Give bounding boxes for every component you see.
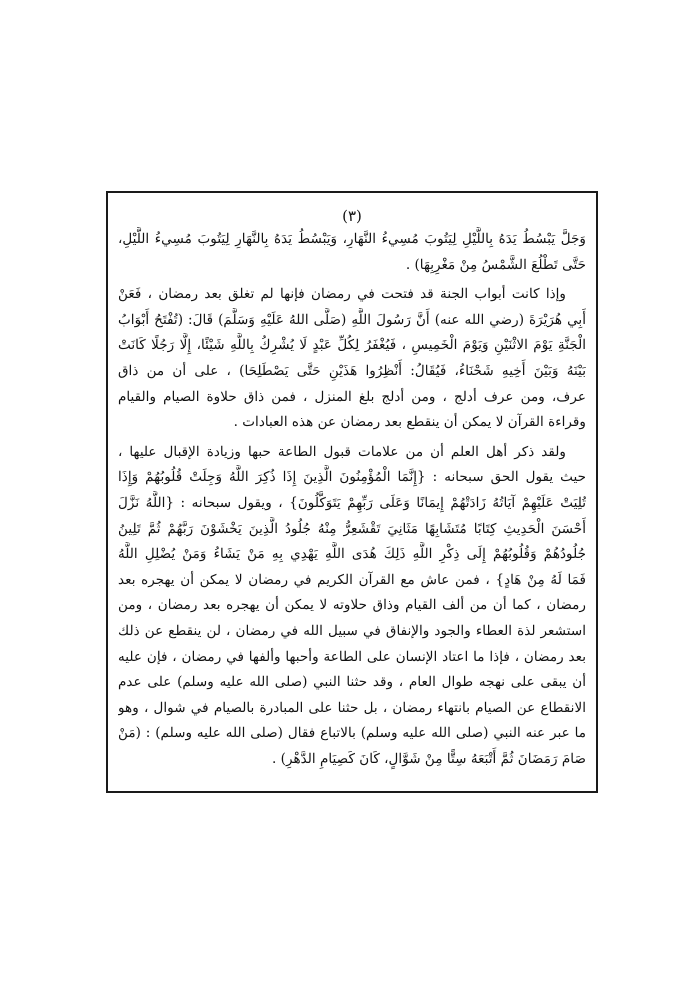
text-line: حَتَّى تَطْلُعَ الشَّمْسُ مِنْ مَغْرِبِهَا) .	[405, 256, 586, 273]
text-line: عرف، ومن عرف أدلج ، ومن أدلج بلغ المنزل ، فمن ذاق حلاوة الصيام والقيام	[118, 388, 586, 405]
text-line: بعد رمضان ، فإذا ما اعتاد الإنسان على الطاعة وأحبها وألفها في رمضان ، فإن عليه	[118, 648, 586, 665]
text-line: ما عبر عنه النبي (صلى الله عليه وسلم) بالاتباع فقال (صلى الله عليه وسلم) : (مَنْ	[118, 725, 586, 742]
text-line: وإذا كانت أبواب الجنة قد فتحت في رمضان فإنها لم تغلق بعد رمضان ، فَعَنْ	[118, 286, 566, 303]
page-frame	[106, 191, 598, 793]
text-line: تُلِيَتْ عَلَيْهِمْ آيَاتُهُ زَادَتْهُمْ إِيمَانًا وَعَلَى رَبِّهِمْ يَتَوَكَّلُونَ} ، ويقول سبحانه : {اللَّهُ نَزَّلَ	[118, 494, 586, 511]
paragraph	[118, 440, 586, 773]
text-line: الانقطاع عن الصيام بانتهاء رمضان ، بل حثنا على المبادرة بالصيام في شوال ، وهو	[118, 699, 586, 716]
text-line: فَمَا لَهُ مِنْ هَادٍ} ، فمن عاش مع القرآن الكريم في رمضان لا يمكن أن يهجره بعد	[118, 571, 586, 588]
text-line: ولقد ذكر أهل العلم أن من علامات قبول الطاعة حبها وزيادة الإقبال عليها ،	[118, 443, 566, 460]
text-line: بَيْنَهُ وَبَيْنَ أَخِيهِ شَحْنَاءُ، فَيُقَالُ: أَنْظِرُوا هَذَيْنِ حَتَّى يَصْطَلِحَا) ، على أن من ذاق	[118, 362, 586, 379]
text-line: أَحْسَنَ الْحَدِيثِ كِتَابًا مُتَشَابِهًا مَثَانِيَ تَقْشَعِرُّ مِنْهُ جُلُودُ الَّذِينَ يَخْشَوْنَ رَبَّهُمْ ثُمَّ تَلِينُ	[118, 520, 586, 537]
page-number: (٣)	[342, 207, 362, 225]
text-line: جُلُودُهُمْ وَقُلُوبُهُمْ إِلَى ذِكْرِ اللَّهِ ذَلِكَ هُدَى اللَّهِ يَهْدِي بِهِ مَنْ يَشَاءُ وَمَنْ يُضْلِلِ اللَّهُ	[118, 546, 586, 563]
text-line: صَامَ رَمَضَانَ ثُمَّ أَتْبَعَهُ سِتًّا مِنْ شَوَّالٍ، كَانَ كَصِيَامِ الدَّهْرِ) .	[272, 750, 586, 767]
text-line: رمضان ، كما أن من ألف القيام وذاق حلاوته لا يمكن أن يهجره بعد رمضان ، ومن	[118, 597, 586, 614]
text-line: وَجَلَّ يَبْسُطُ يَدَهُ بِاللَّيْلِ لِيَتُوبَ مُسِيءُ النَّهَارِ، وَيَبْسُطُ يَدَهُ بِالنَّهَارِ لِيَتُوبَ مُسِيءُ اللَّيْلِ،	[118, 231, 586, 247]
text-line: الْجَنَّةِ يَوْمَ الاثْنَيْنِ وَيَوْمَ الْخَمِيسِ ، فَيُغْفَرُ لِكُلِّ عَبْدٍ لَا يُشْرِكُ بِاللَّهِ شَيْئًا، إِلَّا رَجُلًا كَانَتْ	[118, 337, 586, 354]
text-line: أَبِي هُرَيْرَةَ (رضي الله عنه) أَنَّ رَسُولَ اللَّهِ (صَلَّى اللهُ عَلَيْهِ وَسَلَّمَ) قَالَ: (تُفْتَحُ أَبْوَابُ	[118, 311, 586, 328]
body-text	[118, 227, 586, 772]
text-line: أن يبقى على نهجه طوال العام ، وقد حثنا النبي (صلى الله عليه وسلم) على عدم	[118, 674, 586, 691]
text-line: استشعر لذة العطاء والجود والإنفاق في سبيل الله في رمضان ، لن ينقطع عن ذلك	[118, 622, 586, 639]
text-line: حيث يقول الحق سبحانه : {إِنَّمَا الْمُؤْمِنُونَ الَّذِينَ إِذَا ذُكِرَ اللَّهُ وَجِلَتْ قُلُوبُهُمْ وَإِذَا	[118, 469, 586, 486]
paragraph	[118, 282, 586, 436]
text-line: وقراءة القرآن لا يمكن أن ينقطع بعد رمضان عن هذه العبادات .	[233, 414, 586, 431]
paragraph	[118, 227, 586, 278]
